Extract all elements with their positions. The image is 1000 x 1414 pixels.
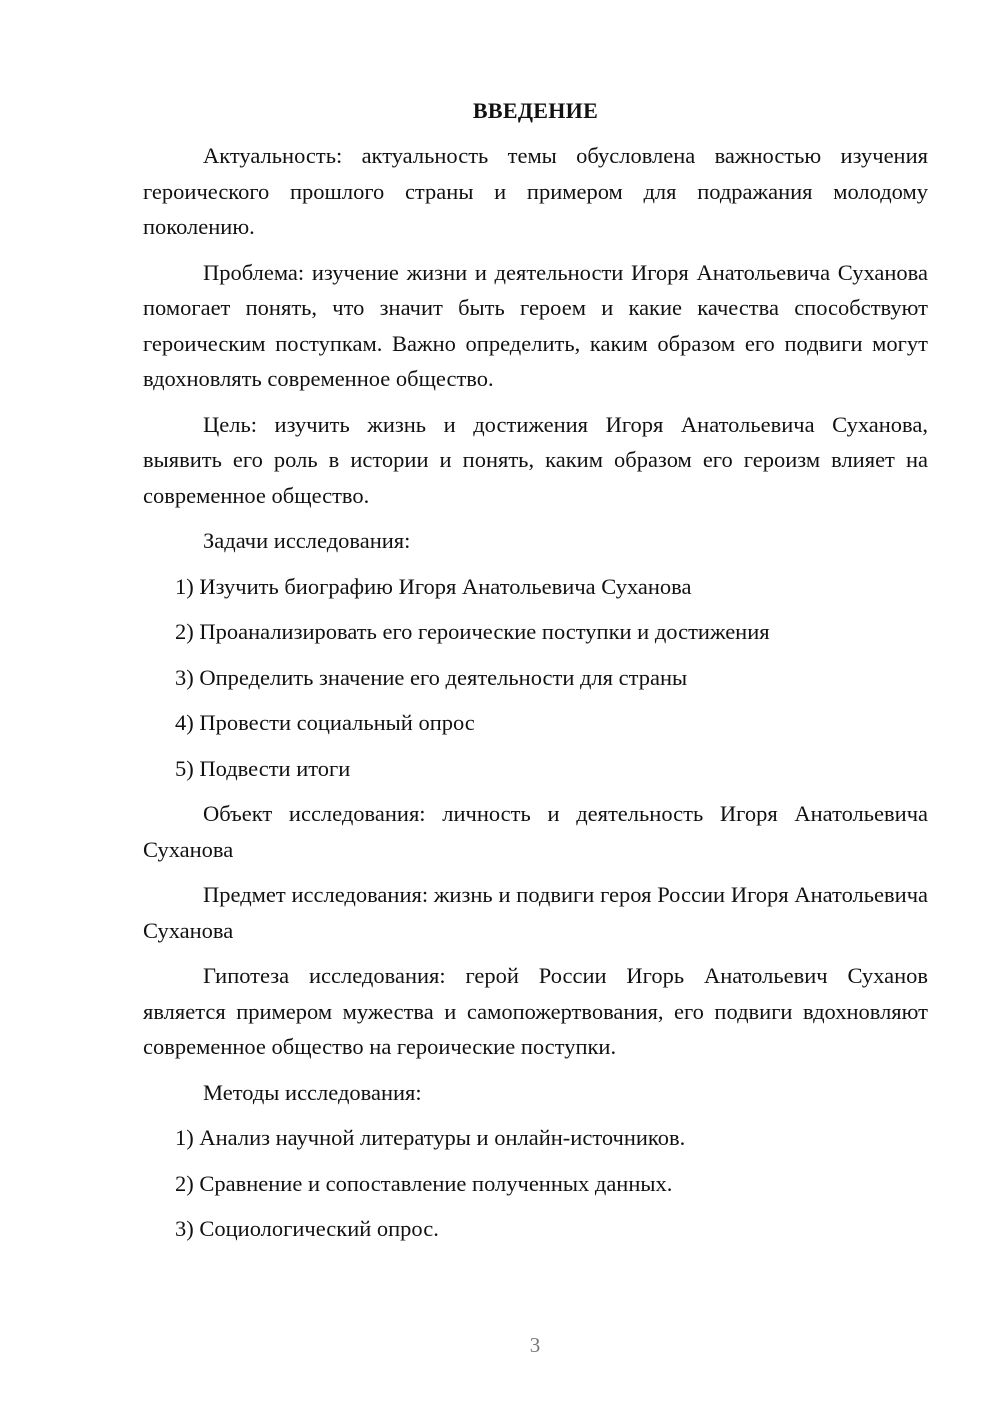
- problem-paragraph: Проблема: изучение жизни и деятельности Игоря Анатольевича Суханова помогает понять, что значит быть героем и какие качества способствуют героическим поступкам. Важно определить, каким образом его подвиги могут вдохновлять современное общество.: [143, 259, 928, 391]
- tasks-label: Задачи исследования:: [203, 528, 411, 553]
- task-item-1: 1) Изучить биографию Игоря Анатольевича Суханова: [175, 573, 692, 599]
- method-item-2: 2) Сравнение и сопоставление полученных данных.: [175, 1170, 673, 1196]
- methods-label: Методы исследования:: [203, 1079, 422, 1105]
- method-item-3: 3) Социологический опрос.: [175, 1216, 439, 1241]
- hypothesis-paragraph: Гипотеза исследования: герой России Игорь Анатольевич Суханов является примером мужества и самопожертвования, его подвиги вдохновляют современное общество на героические поступки.: [143, 963, 928, 1059]
- method-item-1: 1) Анализ научной литературы и онлайн-источников.: [175, 1125, 686, 1150]
- task-item-4: 4) Провести социальный опрос: [175, 710, 475, 735]
- document-page: [143, 96, 928, 1257]
- subject-paragraph: Предмет исследования: жизнь и подвиги героя России Игоря Анатольевича Суханова: [143, 882, 928, 943]
- page-number: 3: [529, 1333, 541, 1357]
- task-item-2: 2) Проанализировать его героические поступки и достижения: [175, 619, 770, 644]
- task-item-3: 3) Определить значение его деятельности для страны: [175, 664, 688, 690]
- page-title: ВВЕДЕНИЕ: [472, 98, 599, 123]
- object-paragraph: Объект исследования: личность и деятельность Игоря Анатольевича Суханова: [143, 801, 928, 862]
- actuality-paragraph: Актуальность: актуальность темы обусловлена важностью изучения героического прошлого страны и примером для подражания молодому поколению.: [143, 143, 928, 239]
- goal-paragraph: Цель: изучить жизнь и достижения Игоря Анатольевича Суханова, выявить его роль в истории и понять, каким образом его героизм влияет на современное общество.: [143, 411, 928, 508]
- task-item-5: 5) Подвести итоги: [175, 755, 351, 781]
